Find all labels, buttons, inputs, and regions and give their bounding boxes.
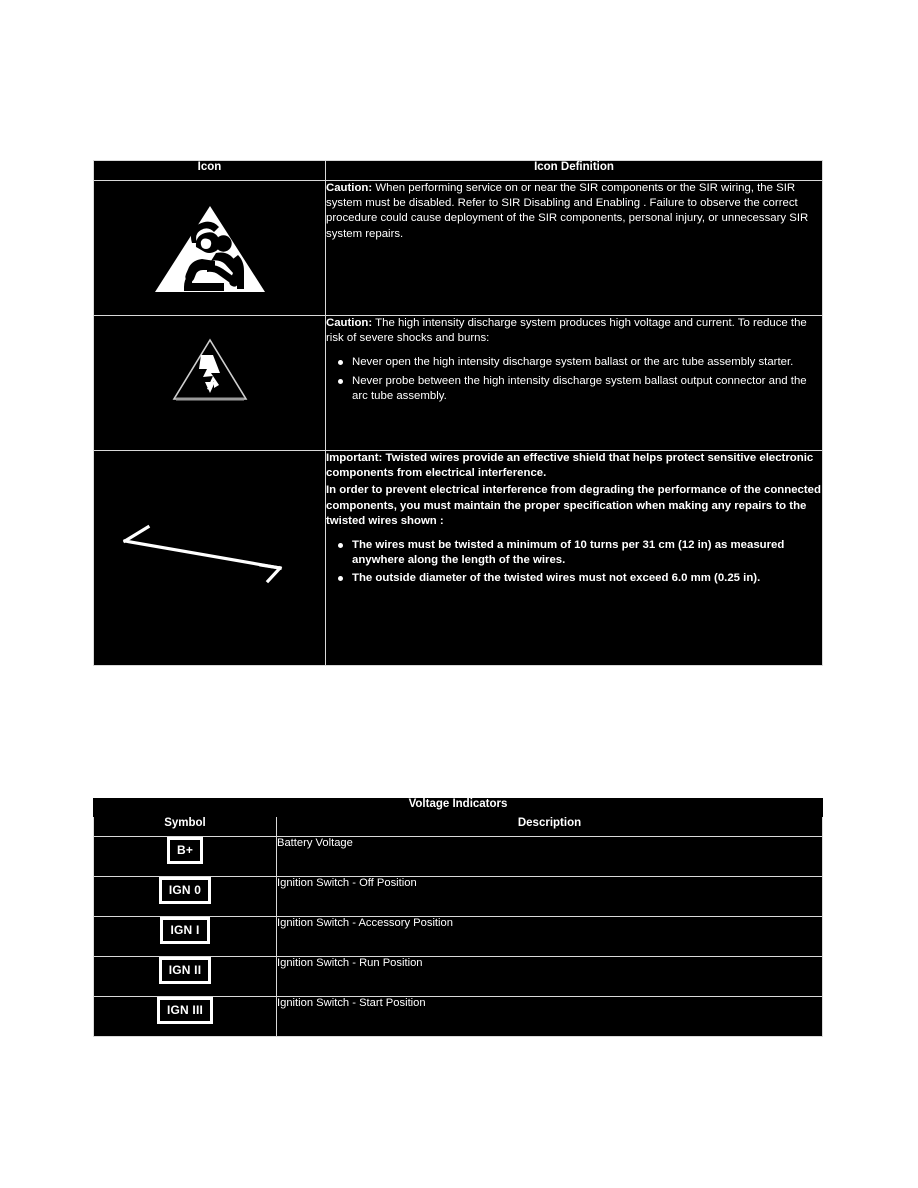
list-item: Never open the high intensity discharge system ballast or the arc tube assembly starter. (352, 355, 822, 370)
voltage-table-title: Voltage Indicators (94, 798, 823, 817)
icon-cell-sir (94, 181, 326, 316)
list-item: The outside diameter of the twisted wires must not exceed 6.0 mm (0.25 in). (352, 571, 822, 586)
table-row (94, 837, 823, 877)
symbol-cell (94, 917, 277, 957)
voltage-indicators-grid (93, 798, 823, 1037)
definition-lead: Important: (326, 452, 383, 465)
description-cell: Ignition Switch - Run Position (277, 957, 823, 997)
icon-cell-twisted-wire (94, 451, 326, 666)
table-row (94, 451, 823, 666)
voltage-symbol-badge (167, 837, 203, 864)
icon-cell-hid (94, 316, 326, 451)
voltage-symbol-badge (160, 917, 209, 944)
list-item: Never probe between the high intensity discharge system ballast output connector and the arc tube assembly. (352, 374, 822, 404)
voltage-table-inner-border (92, 797, 824, 1038)
voltage-indicators-table (88, 793, 828, 1042)
icon-table-inner-border (92, 159, 824, 667)
high-voltage-lightning-triangle-icon (94, 336, 325, 404)
definition-body: When performing service on or near the SIR components or the SIR wiring, the SIR system must be disabled. Refer to SIR Disabling and Enabling . Failure to observe the correct procedure could cause deployment of the SIR components, personal injury, or unnecessary SIR system repairs. (326, 182, 809, 240)
definition-cell-sir (326, 181, 823, 316)
table-row (94, 997, 823, 1037)
column-header-symbol: Symbol (94, 817, 277, 837)
definition-cell-hid (326, 316, 823, 451)
voltage-symbol-label: IGN III (160, 1000, 210, 1021)
definition-cell-twisted-wire (326, 451, 823, 666)
symbol-cell (94, 997, 277, 1037)
description-cell: Ignition Switch - Off Position (277, 877, 823, 917)
table-row (94, 316, 823, 451)
table-header-row (94, 817, 823, 837)
column-header-icon-definition: Icon Definition (326, 161, 823, 181)
definition-lead: Caution: (326, 182, 373, 195)
voltage-symbol-label: IGN I (163, 920, 206, 941)
definition-paragraph (326, 316, 822, 346)
table-row (94, 957, 823, 997)
symbol-cell (94, 957, 277, 997)
table-row (94, 181, 823, 316)
definition-body: The high intensity discharge system produces high voltage and current. To reduce the risk of severe shocks and burns: (326, 317, 807, 345)
list-item: The wires must be twisted a minimum of 10 turns per 31 cm (12 in) as measured anywhere along the length of the wires. (352, 538, 822, 568)
icon-definition-grid (93, 160, 823, 666)
column-header-icon: Icon (94, 161, 326, 181)
symbol-cell (94, 837, 277, 877)
definition-bullet-list (326, 355, 822, 403)
description-cell: Ignition Switch - Accessory Position (277, 917, 823, 957)
sir-airbag-warning-triangle-icon (94, 203, 325, 295)
voltage-symbol-badge (159, 877, 211, 904)
definition-paragraph-secondary: In order to prevent electrical interference from degrading the performance of the connected components, you must maintain the proper specification when making any repairs to the twisted wires shown : (326, 484, 821, 527)
voltage-symbol-badge (157, 997, 213, 1024)
definition-bullet-list (326, 538, 822, 586)
voltage-symbol-label: IGN 0 (162, 880, 208, 901)
table-header-row (94, 161, 823, 181)
voltage-symbol-label: B+ (170, 840, 200, 861)
twisted-wire-pair-icon (94, 524, 325, 584)
voltage-symbol-label: IGN II (162, 960, 209, 981)
symbol-cell (94, 877, 277, 917)
description-cell: Battery Voltage (277, 837, 823, 877)
table-row (94, 917, 823, 957)
description-cell: Ignition Switch - Start Position (277, 997, 823, 1037)
definition-body: Twisted wires provide an effective shield that helps protect sensitive electronic components from electrical interference. (326, 452, 814, 480)
voltage-symbol-badge (159, 957, 212, 984)
table-row (94, 877, 823, 917)
definition-paragraph (326, 451, 822, 481)
column-header-description: Description (277, 817, 823, 837)
table-title-row (94, 798, 823, 817)
definition-paragraph (326, 181, 822, 242)
icon-definition-table (88, 155, 828, 671)
definition-lead: Caution: (326, 317, 373, 330)
